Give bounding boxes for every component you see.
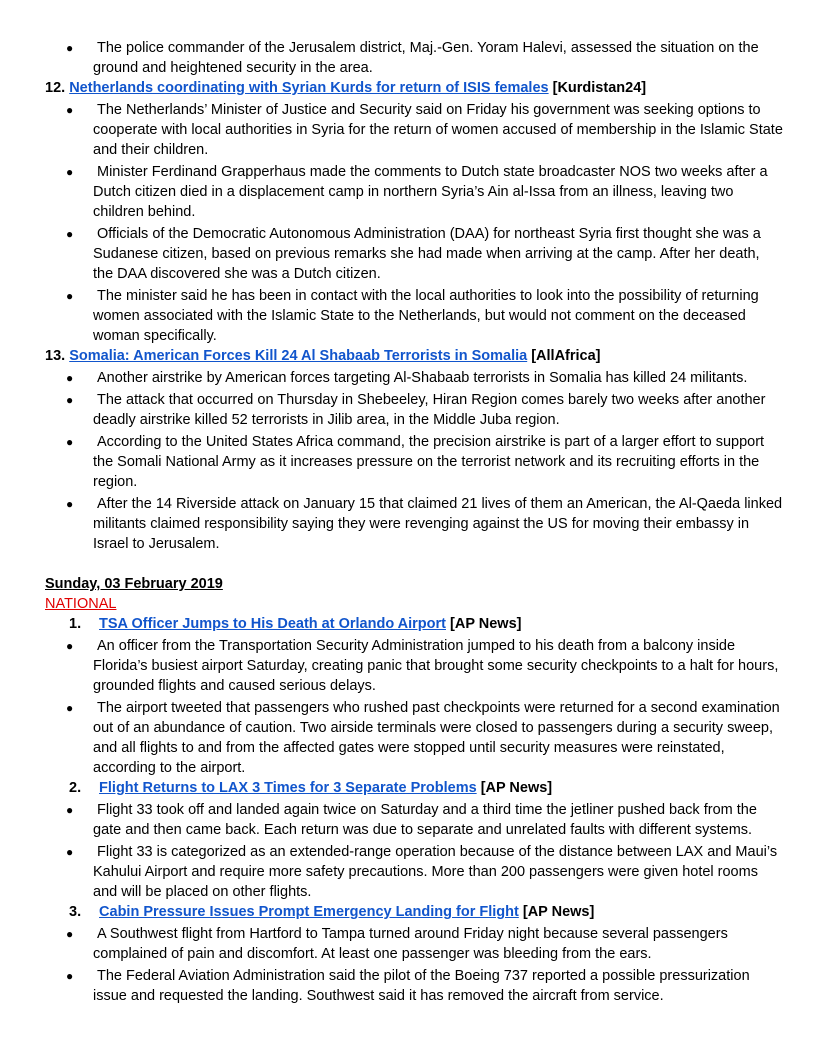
bullet-text: Flight 33 took off and landed again twice on Saturday and a third time the jetliner pushed back from the gate and then came back. Each return was due to separate and unrelated faults with different systems. <box>93 802 757 838</box>
bullet-text: The Netherlands’ Minister of Justice and Security said on Friday his government was seeking options to cooperate with local authorities in Syria for the return of women accused of membership in the Islamic State and their children. <box>93 102 783 158</box>
article-source: [AP News] <box>480 780 553 796</box>
bullet-dot: ● <box>66 927 74 941</box>
news-item-12-heading <box>45 78 646 98</box>
bullet-dot: ● <box>66 227 74 241</box>
bullet-text: Another airstrike by American forces targeting Al-Shabaab terrorists in Somalia has killed 24 militants. <box>97 370 748 386</box>
bullet-dot: ● <box>66 393 74 407</box>
bullet-text: The police commander of the Jerusalem district, Maj.-Gen. Yoram Halevi, assessed the situation on the ground and heightened security in the area. <box>93 40 759 76</box>
item-number: 13. <box>45 348 66 364</box>
bullet-text: Officials of the Democratic Autonomous Administration (DAA) for northeast Syria first thought she was a Sudanese citizen, based on previous remarks she had made when arriving at the camp. After her death, the DAA discovered she was a Dutch citizen. <box>93 226 761 282</box>
bullet-text: According to the United States Africa command, the precision airstrike is part of a larger effort to support the Somali National Army as it increases pressure on the terrorist network and its recruiting efforts in the region. <box>93 434 765 490</box>
item-number: 12. <box>45 80 66 96</box>
national-item-2-heading <box>69 778 552 798</box>
bullet-text: The minister said he has been in contact with the local authorities to look into the possibility of returning women associated with the Islamic State to the Netherlands, but would not comment on the deceased woman specifically. <box>93 288 759 344</box>
bullet-text: An officer from the Transportation Security Administration jumped to his death from a balcony inside Florida’s busiest airport Saturday, creating panic that brought some security checkpoints to a halt for hours, grounded flights and caused serious delays. <box>93 638 779 694</box>
bullet-dot: ● <box>66 165 74 179</box>
bullet-dot: ● <box>66 371 74 385</box>
article-link[interactable]: Cabin Pressure Issues Prompt Emergency Landing for Flight <box>99 904 519 920</box>
section-label: NATIONAL <box>45 596 117 612</box>
national-item-1-heading <box>69 614 521 634</box>
bullet-dot: ● <box>66 497 74 511</box>
bullet-dot: ● <box>66 41 74 55</box>
article-link[interactable]: Netherlands coordinating with Syrian Kurds for return of ISIS females <box>69 80 549 96</box>
article-source: [AP News] <box>522 904 595 920</box>
national-item-3-heading <box>69 902 594 922</box>
article-link[interactable]: Somalia: American Forces Kill 24 Al Shabaab Terrorists in Somalia <box>69 348 528 364</box>
bullet-dot: ● <box>66 435 74 449</box>
bullet-dot: ● <box>66 845 74 859</box>
bullet-dot: ● <box>66 701 74 715</box>
bullet-text: Minister Ferdinand Grapperhaus made the comments to Dutch state broadcaster NOS two weeks after a Dutch citizen died in a displacement camp in northern Syria’s Ain al-Issa from an illness, leaving two children behind. <box>93 164 768 220</box>
item-number: 1. <box>69 616 82 632</box>
article-link[interactable]: TSA Officer Jumps to His Death at Orlando Airport <box>99 616 446 632</box>
news-item-13-heading <box>45 346 601 366</box>
bullet-dot: ● <box>66 289 74 303</box>
article-source: [Kurdistan24] <box>552 80 647 96</box>
bullet-dot: ● <box>66 103 74 117</box>
date-heading: Sunday, 03 February 2019 <box>45 576 223 592</box>
item-number: 2. <box>69 780 82 796</box>
article-source: [AllAfrica] <box>531 348 601 364</box>
article-source: [AP News] <box>450 616 522 632</box>
item-number: 3. <box>69 904 82 920</box>
bullet-text: After the 14 Riverside attack on January 15 that claimed 21 lives of them an American, the Al-Qaeda linked militants claimed responsibility saying they were revenging against the US for moving their embassy in Israel to Jerusalem. <box>93 496 783 552</box>
bullet-dot: ● <box>66 639 74 653</box>
article-link[interactable]: Flight Returns to LAX 3 Times for 3 Separate Problems <box>99 780 477 796</box>
bullet-text: The attack that occurred on Thursday in Shebeeley, Hiran Region comes barely two weeks after another deadly airstrike killed 52 terrorists in Jilib area, in the Middle Juba region. <box>93 392 766 428</box>
bullet-text: The airport tweeted that passengers who rushed past checkpoints were returned for a second examination out of an abundance of caution. Two airside terminals were closed to passengers during a security sweep, and all flights to and from the affected gates were stopped until security measures were reinstated, according to the airport. <box>93 700 780 776</box>
bullet-text: A Southwest flight from Hartford to Tampa turned around Friday night because several passengers complained of pain and discomfort. At least one passenger was bleeding from the ears. <box>93 926 728 962</box>
bullet-dot: ● <box>66 969 74 983</box>
bullet-text: The Federal Aviation Administration said the pilot of the Boeing 737 reported a possible pressurization issue and requested the landing. Southwest said it has removed the aircraft from service. <box>93 968 750 1004</box>
bullet-text: Flight 33 is categorized as an extended-range operation because of the distance between LAX and Maui’s Kahului Airport and require more safety precautions. More than 200 passengers were given hotel rooms and will be placed on other flights. <box>93 844 778 900</box>
bullet-dot: ● <box>66 803 74 817</box>
